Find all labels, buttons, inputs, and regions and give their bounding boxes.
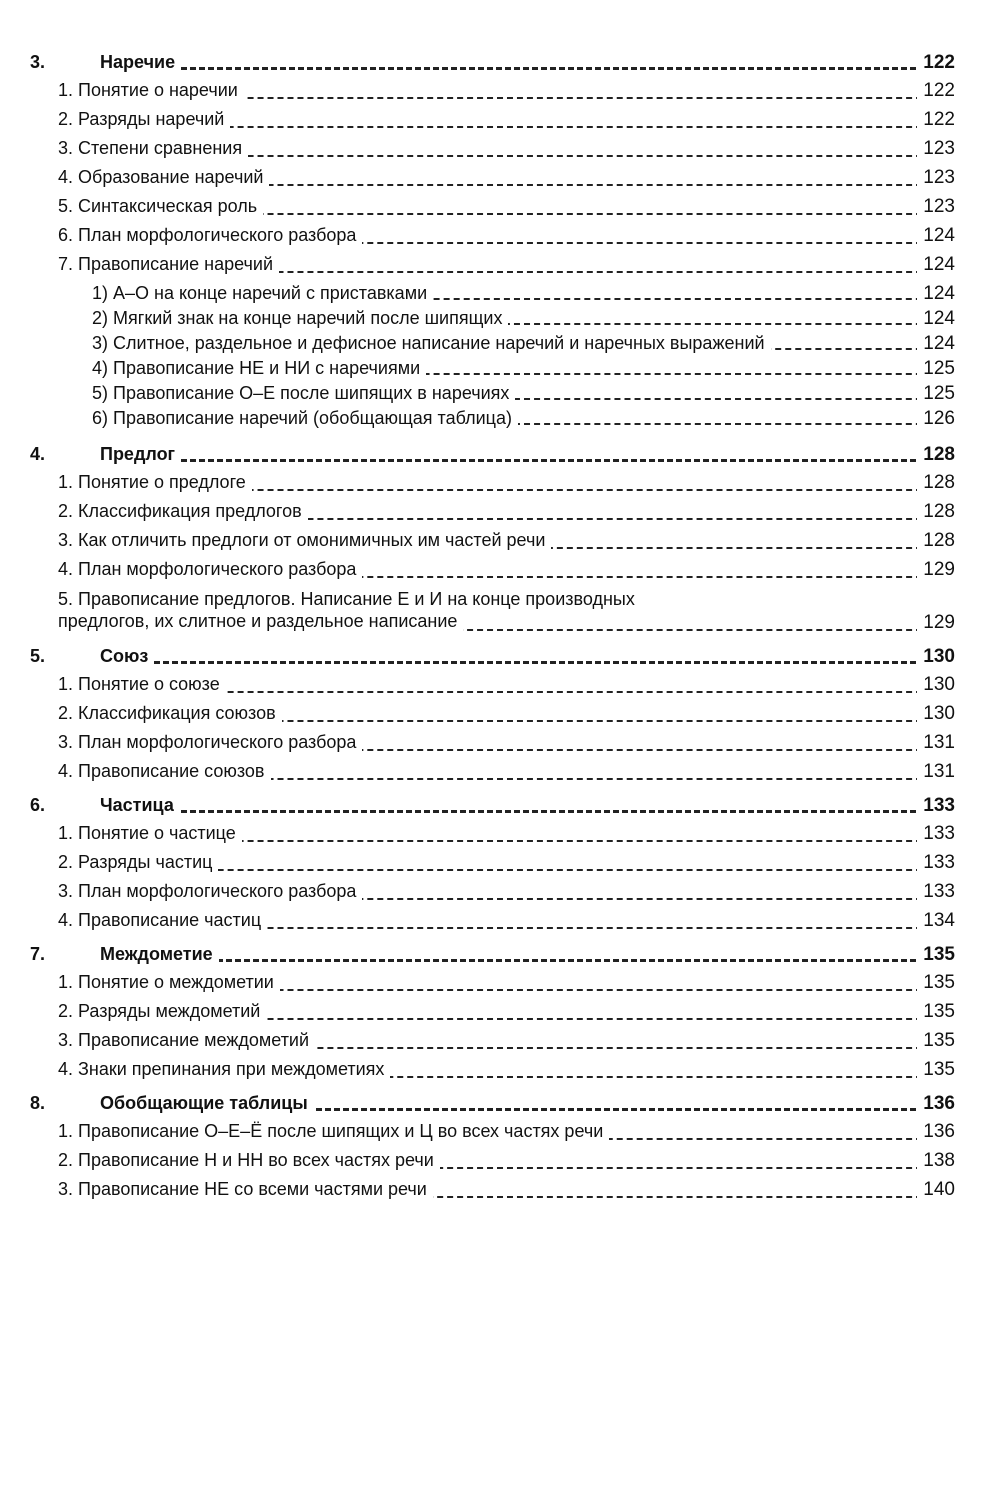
toc-entry[interactable]: [0, 732, 1000, 761]
page-number: 136: [917, 1093, 955, 1115]
page-number: 126: [917, 408, 955, 430]
page-number: 122: [917, 109, 955, 131]
page-number: 128: [917, 444, 955, 466]
page-number: 122: [917, 80, 955, 102]
toc-entry[interactable]: [0, 703, 1000, 732]
entry-title-line2: предлогов, их слитное и раздельное написание: [58, 611, 463, 632]
entry-title: 4. Образование наречий: [58, 167, 269, 188]
toc-entry[interactable]: [0, 196, 1000, 225]
page-number: 140: [917, 1179, 955, 1201]
table-of-contents: [0, 50, 1000, 1208]
toc-subentry[interactable]: [0, 383, 1000, 408]
toc-entry[interactable]: [0, 823, 1000, 852]
entry-title: 4. План морфологического разбора: [58, 559, 362, 580]
entry-title: 4. Правописание союзов: [58, 761, 271, 782]
section-summary-tables: [0, 1091, 1000, 1208]
entry-title: 7. Правописание наречий: [58, 254, 279, 275]
page-number: 136: [917, 1121, 955, 1143]
entry-title: 1. Понятие о междометии: [58, 972, 280, 993]
section-number: 6.: [30, 795, 46, 815]
section-number: 5.: [30, 646, 46, 666]
dot-leader: [100, 459, 952, 462]
page-number: 133: [917, 881, 955, 903]
entry-title: 3) Слитное, раздельное и дефисное написание наречий и наречных выражений: [92, 333, 771, 354]
page-number: 124: [917, 254, 955, 276]
entry-title: 3. Степени сравнения: [58, 138, 248, 159]
page-number: 124: [917, 308, 955, 330]
toc-entry[interactable]: [0, 1150, 1000, 1179]
entry-title: 4. Правописание частиц: [58, 910, 267, 931]
page-number: 130: [917, 703, 955, 725]
entry-title: 3. План морфологического разбора: [58, 881, 362, 902]
toc-entry[interactable]: [0, 530, 1000, 559]
entry-title: 2. Разряды частиц: [58, 852, 218, 873]
page-number: 135: [917, 1001, 955, 1023]
toc-entry[interactable]: [0, 1179, 1000, 1208]
page-number: 124: [917, 333, 955, 355]
entry-title: 3. Правописание междометий: [58, 1030, 315, 1051]
section-title: Наречие: [100, 52, 181, 73]
entry-title: 3. Правописание НЕ со всеми частями речи: [58, 1179, 433, 1200]
section-number: 7.: [30, 944, 46, 964]
toc-subentry[interactable]: [0, 408, 1000, 442]
section-title: Междометие: [100, 944, 219, 965]
entry-title: 2. Классификация союзов: [58, 703, 282, 724]
section-particle: [0, 793, 1000, 942]
page-number: 125: [917, 358, 955, 380]
toc-entry[interactable]: [0, 1001, 1000, 1030]
entry-title: 2. Разряды междометий: [58, 1001, 266, 1022]
entry-title: 2. Правописание Н и НН во всех частях речи: [58, 1150, 440, 1171]
entry-title: 3. План морфологического разбора: [58, 732, 362, 753]
page-number: 131: [917, 732, 955, 754]
entry-title: 2. Классификация предлогов: [58, 501, 308, 522]
page-number: 134: [917, 910, 955, 932]
toc-entry[interactable]: [0, 1030, 1000, 1059]
section-title: Союз: [100, 646, 154, 667]
dot-leader: [100, 959, 952, 962]
page-number: 129: [917, 559, 955, 581]
page-number: 130: [917, 646, 955, 668]
toc-entry[interactable]: [0, 80, 1000, 109]
toc-entry[interactable]: [0, 472, 1000, 501]
section-interjection: [0, 942, 1000, 1091]
entry-title: 2) Мягкий знак на конце наречий после шипящих: [92, 308, 508, 329]
toc-entry[interactable]: [0, 881, 1000, 910]
page-number: 138: [917, 1150, 955, 1172]
page-number: 122: [917, 52, 955, 74]
page-number: 123: [917, 138, 955, 160]
toc-entry[interactable]: [0, 138, 1000, 167]
toc-entry[interactable]: [0, 254, 1000, 283]
page-number: 128: [917, 501, 955, 523]
section-title: Обобщающие таблицы: [100, 1093, 314, 1114]
entry-title: 1) А–О на конце наречий с приставками: [92, 283, 433, 304]
page-number: 135: [917, 1059, 955, 1081]
section-heading[interactable]: [0, 442, 1000, 472]
section-number: 3.: [30, 52, 46, 72]
section-number: 8.: [30, 1093, 46, 1113]
section-heading[interactable]: [0, 1091, 1000, 1121]
section-heading[interactable]: [0, 644, 1000, 674]
section-number: 4.: [30, 444, 46, 464]
page-number: 123: [917, 196, 955, 218]
toc-subentry[interactable]: [0, 358, 1000, 383]
dot-leader: [100, 810, 952, 813]
toc-entry[interactable]: [0, 1059, 1000, 1091]
entry-title: 1. Понятие о союзе: [58, 674, 226, 695]
page-number: 130: [917, 674, 955, 696]
section-preposition: [0, 442, 1000, 644]
page-number: 135: [917, 944, 955, 966]
page-number: 131: [917, 761, 955, 783]
page-number: 123: [917, 167, 955, 189]
toc-entry[interactable]: [0, 910, 1000, 942]
toc-entry[interactable]: [0, 559, 1000, 588]
toc-entry[interactable]: [0, 972, 1000, 1001]
page-number: 129: [917, 612, 955, 634]
page-number: 128: [917, 530, 955, 552]
dot-leader: [100, 67, 952, 70]
entry-title-line1: 5. Правописание предлогов. Написание Е и И на конце производных: [58, 588, 764, 611]
page-number: 124: [917, 283, 955, 305]
page-number: 135: [917, 1030, 955, 1052]
toc-subentry[interactable]: [0, 333, 1000, 358]
page-number: 135: [917, 972, 955, 994]
dot-leader: [100, 661, 952, 664]
toc-entry[interactable]: [0, 225, 1000, 254]
toc-entry[interactable]: [0, 674, 1000, 703]
toc-subentry[interactable]: [0, 283, 1000, 308]
toc-entry[interactable]: [0, 761, 1000, 793]
entry-title: 4) Правописание НЕ и НИ с наречиями: [92, 358, 426, 379]
toc-entry[interactable]: [0, 1121, 1000, 1150]
section-title: Частица: [100, 795, 180, 816]
section-adverb: [0, 50, 1000, 442]
page-number: 133: [917, 823, 955, 845]
entry-title: 6. План морфологического разбора: [58, 225, 362, 246]
page-number: 124: [917, 225, 955, 247]
entry-title: 1. Понятие о частице: [58, 823, 242, 844]
toc-entry[interactable]: [0, 109, 1000, 138]
section-heading[interactable]: [0, 942, 1000, 972]
entry-title: 5) Правописание О–Е после шипящих в наречиях: [92, 383, 515, 404]
entry-title: 4. Знаки препинания при междометиях: [58, 1059, 390, 1080]
entry-title: 1. Правописание О–Е–Ё после шипящих и Ц во всех частях речи: [58, 1121, 609, 1142]
entry-title: 5. Синтаксическая роль: [58, 196, 263, 217]
toc-entry[interactable]: [0, 501, 1000, 530]
page-number: 133: [917, 795, 955, 817]
entry-title: 1. Понятие о предлоге: [58, 472, 252, 493]
page-number: 128: [917, 472, 955, 494]
section-heading[interactable]: [0, 50, 1000, 80]
section-heading[interactable]: [0, 793, 1000, 823]
toc-subentry[interactable]: [0, 308, 1000, 333]
entry-title: 1. Понятие о наречии: [58, 80, 244, 101]
page-number: 125: [917, 383, 955, 405]
page-number: 133: [917, 852, 955, 874]
section-title: Предлог: [100, 444, 181, 465]
toc-entry[interactable]: [0, 588, 1000, 644]
entry-title: 2. Разряды наречий: [58, 109, 230, 130]
toc-entry[interactable]: [0, 167, 1000, 196]
entry-title: 3. Как отличить предлоги от омонимичных им частей речи: [58, 530, 551, 551]
entry-title: 6) Правописание наречий (обобщающая таблица): [92, 408, 518, 429]
section-conjunction: [0, 644, 1000, 793]
toc-entry[interactable]: [0, 852, 1000, 881]
